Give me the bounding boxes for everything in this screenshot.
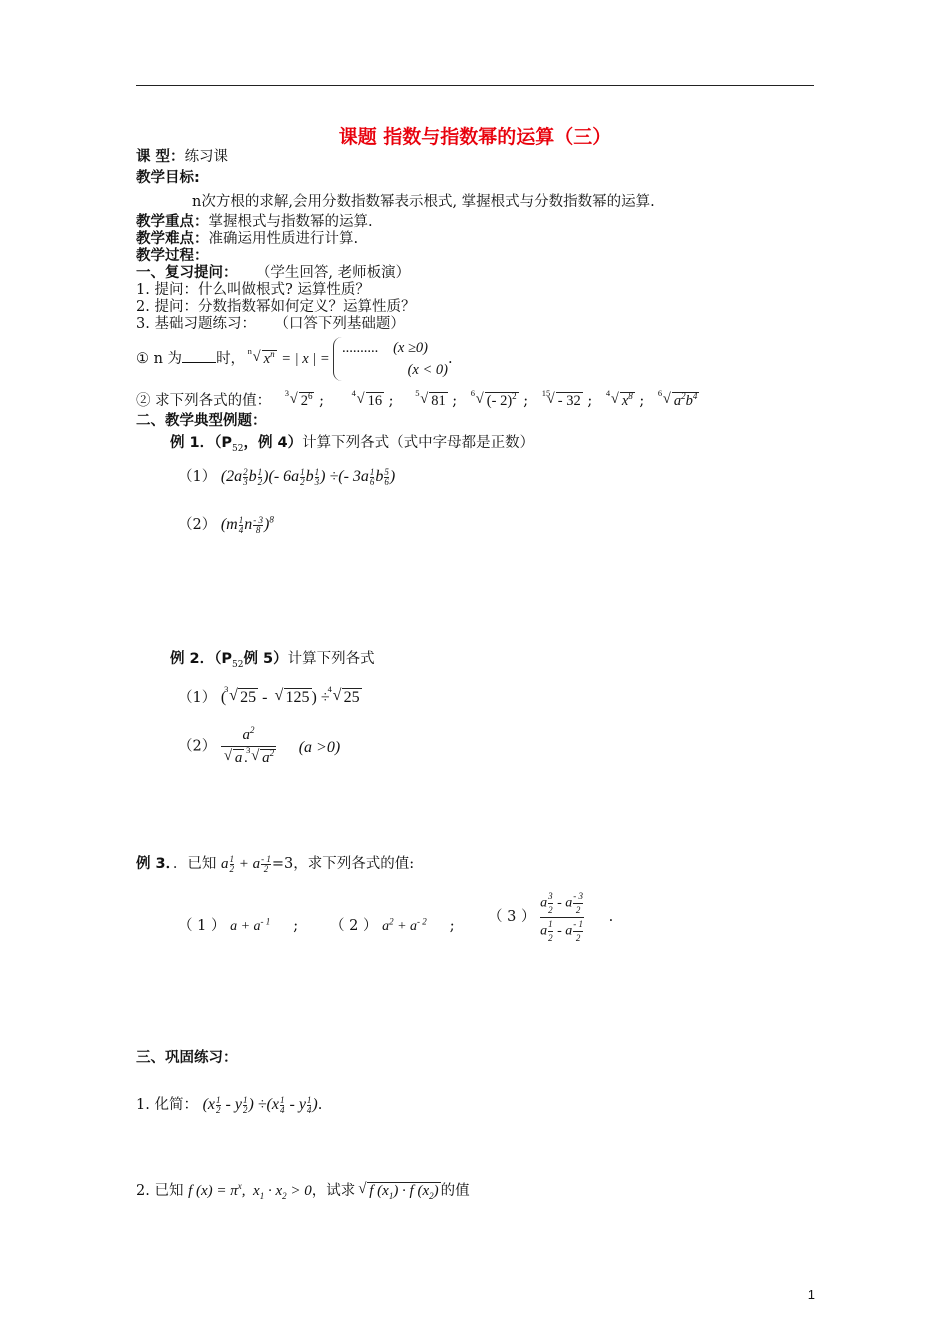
review-q2: 2. 提问：分数指数幂如何定义？运算性质？	[136, 299, 416, 315]
review-item-2: ② 求下列各式的值： 3 √ $2^6$ ; 4 √ 16 ; 5 √ 81 ; 6 √ (- 2)$^2$ ; 15 √ - 32 ; 4 √ $x^8$ ; 6 √ $a^2b^4$	[136, 388, 698, 409]
practice-q1: 1. 化简： (x $\frac{1}{2}$ - y $\frac{1}{2}$ ) ÷(x $\frac{1}{4}$ - y $\frac{1}{4}$ ).	[136, 1095, 323, 1115]
key-point: 教学重点：掌握根式与指数幂的运算.	[136, 214, 373, 230]
example-1-part-1: （1） (2a $\frac{2}{3}$ b $\frac{1}{2}$ )(- 6a $\frac{1}{2}$ b $\frac{1}{3}$ ) ÷(- 3a $\frac{1}{6}$ b $\frac{5}{6}$ )	[178, 467, 396, 487]
answer-blank	[182, 362, 216, 363]
nth-root-formula: n √ $x^n$	[247, 346, 275, 367]
case-block: .......... (x ≥0) (x < 0)	[342, 340, 448, 378]
examples-heading: 二、教学典型例题：	[136, 413, 267, 429]
page-title: 课题 指数与指数幂的运算（三）	[338, 126, 612, 148]
review-heading: 一、复习提问： （学生回答, 老师板演）	[136, 265, 411, 281]
practice-heading: 三、巩固练习：	[136, 1050, 238, 1066]
example-2-part-1: （1） ( 3 √ 25 - √ 125 ) ÷ 4 √ 25	[178, 684, 360, 706]
example-3: 例 3．．已知 a $\frac{1}{2}$ + a $\frac{- 1}{2}$ =3，求下列各式的值:	[136, 854, 415, 874]
example-3-part-1: （ 1 ） $a + a^{- 1}$ ;	[178, 916, 299, 934]
difficulty: 教学难点：准确运用性质进行计算.	[136, 231, 359, 247]
example-3-part-2: （ 2 ） $a^2 + a^{- 2}$ ;	[330, 916, 455, 934]
example-1-part-2: （2） (m $\frac{1}{4}$ n $\frac{- 3}{8}$ )$^8$	[178, 514, 274, 535]
example-2-part-2: （2） $a^2$ √ a . 3 √ $a^2$ (a >0)	[178, 725, 341, 766]
course-type: 课 型：练习课	[136, 149, 229, 165]
review-q1: 1. 提问：什么叫做根式? 运算性质？	[136, 282, 370, 298]
goal-text: n次方根的求解,会用分数指数幂表示根式, 掌握根式与分数指数幂的运算.	[192, 194, 655, 210]
process-label: 教学过程：	[136, 248, 209, 264]
example-1: 例 1．（$P_{52}$，例 4）计算下列各式（式中字母都是正数）	[170, 435, 535, 454]
practice-q2: 2. 已知 f $(x) = \pi^x$, $x_1 \cdot x_2 > 0$，试求 √ f $(x_1) \cdot f$ $(x_2)$ 的值	[136, 1181, 470, 1201]
header-rule	[136, 85, 814, 86]
page-number: 1	[807, 1287, 815, 1302]
example-3-part-3: （ 3 ） a $\frac{3}{2}$ - a $\frac{- 3}{2}$ a $\frac{1}{2}$ - a $\frac{- 1}{2}$ .	[488, 891, 614, 943]
example-2: 例 2．（$P_{52}$例 5）计算下列各式	[170, 651, 375, 670]
review-q3: 3. 基础习题练习： （口答下列基础题）	[136, 316, 405, 332]
goal-label: 教学目标:	[136, 170, 200, 186]
case-brace	[333, 337, 342, 381]
review-item-1: ① n 为 时， n √ $x^n$ = | x | = .......... (x ≥0) (x < 0) .	[136, 337, 453, 381]
